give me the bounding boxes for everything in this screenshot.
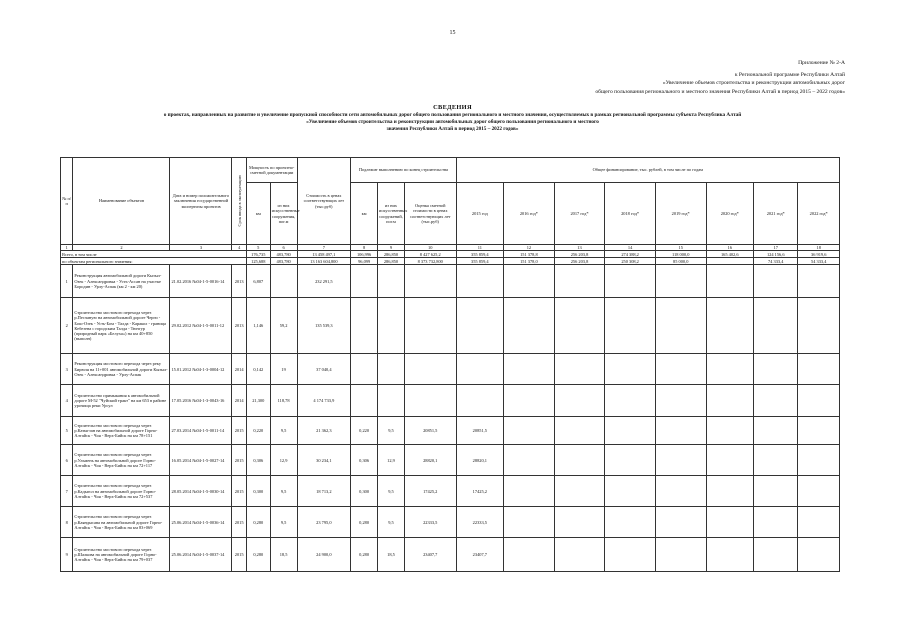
- totals-cell: 124 156,6: [754, 251, 798, 258]
- row-number: 3: [61, 354, 73, 385]
- header-est-cost: Оценка сметной стоимости в ценах соответствующих лет (тыс.руб): [404, 183, 456, 245]
- program-subtitle: [415, 71, 845, 96]
- table-row: [61, 417, 840, 445]
- header-artificial: из них искусственные сооружения, пог.м: [270, 183, 297, 245]
- year-funding: [798, 445, 840, 476]
- totals-cell: 74 333,4: [754, 258, 798, 265]
- capacity-artificial: 9,5: [270, 417, 297, 445]
- commission-term: 2015: [232, 476, 246, 507]
- remaining-artificial: 9,5: [378, 417, 405, 445]
- totals-cell: 151 378,8: [504, 251, 555, 258]
- year-funding: 17425,2: [456, 476, 504, 507]
- capacity-km: 6,807: [246, 265, 270, 298]
- year-funding: [554, 354, 605, 385]
- year-funding: [605, 445, 656, 476]
- totals-cell: [706, 258, 754, 265]
- annex-label: Приложение № 2-А: [798, 60, 845, 66]
- remaining-km: 0,280: [351, 538, 378, 572]
- object-name: Строительство мостового перехода через р.Каяндысава на автомобильной дороге Горно-Алтайск - Чоя - Верх-Бийск на км 83+069: [73, 507, 170, 538]
- index-cell: 9: [378, 245, 405, 251]
- estimated-cost: 28820,1: [404, 445, 456, 476]
- table-row: [61, 385, 840, 417]
- commission-term: 2013: [232, 298, 246, 354]
- expertise-date: 16.05.2014 №04-1-5-0027-14: [170, 445, 232, 476]
- project-cost: 4 174 733,9: [297, 385, 351, 417]
- year-funding: [554, 298, 605, 354]
- commission-term: 2014: [232, 385, 246, 417]
- year-funding: [504, 417, 555, 445]
- year-funding: [605, 417, 656, 445]
- totals-cell: 118 000,0: [655, 251, 706, 258]
- index-cell: 12: [504, 245, 555, 251]
- year-funding: 20851,5: [456, 417, 504, 445]
- project-cost: 24 900,0: [297, 538, 351, 572]
- totals-cell: 8 427 625,2: [404, 251, 456, 258]
- header-km: км: [246, 183, 270, 245]
- capacity-artificial: 9,5: [270, 476, 297, 507]
- table-row: [61, 298, 840, 354]
- row-number: 7: [61, 476, 73, 507]
- year-funding: [655, 298, 706, 354]
- year-funding: [605, 385, 656, 417]
- totals-cell: 483,780: [270, 258, 297, 265]
- object-name: Строительство мостового перехода через р.Катыгзан на автомобильной дороге Горно-Алтайск - Чоя - Верх-Бийск на км 78+151: [73, 417, 170, 445]
- object-name: Строительство примыкания к автомобильной дороге М-52 "Чуйский тракт" на км 653 в районе урочища реки Урсул: [73, 385, 170, 417]
- year-funding: 22333,5: [456, 507, 504, 538]
- row-number: 6: [61, 445, 73, 476]
- object-name: Строительство мостового перехода через р.Шалкова на автомобильной дороге Горно-Алтайск - Чоя - Верх-Бийск на км 79+037: [73, 538, 170, 572]
- capacity-artificial: 118,78: [270, 385, 297, 417]
- totals-label: Всего, в том числе: [61, 251, 247, 258]
- table-header: [61, 158, 840, 245]
- capacity-km: 0,306: [246, 445, 270, 476]
- commission-term: 2015: [232, 538, 246, 572]
- header-name: Наименование объектов: [73, 158, 170, 245]
- commission-term: 2014: [232, 354, 246, 385]
- capacity-km: 0,280: [246, 507, 270, 538]
- year-funding: [554, 265, 605, 298]
- header-term: [232, 158, 246, 245]
- totals-cell: 355 859,4: [456, 251, 504, 258]
- header-date: Дата и номер положительного заключения государственной экспертизы проектов: [170, 158, 232, 245]
- capacity-artificial: [270, 265, 297, 298]
- remaining-artificial: [378, 385, 405, 417]
- year-funding: [456, 385, 504, 417]
- totals-cell: 85 000,0: [655, 258, 706, 265]
- year-funding: [706, 265, 754, 298]
- object-name: Строительство мостового перехода через р.Кадыгол на автомобильной дороге Горно-Алтайск - Чоя - Верх-Бийск на км 72+537: [73, 476, 170, 507]
- year-funding: [504, 385, 555, 417]
- remaining-km: [351, 265, 378, 298]
- year-funding: [706, 354, 754, 385]
- header-done-group: Подлежит выполнению по конец строительства: [351, 158, 456, 183]
- year-funding: [754, 417, 798, 445]
- page-number: 15: [449, 30, 456, 36]
- year-funding: [798, 265, 840, 298]
- year-funding: 23407,7: [456, 538, 504, 572]
- totals-cell: 483,780: [270, 251, 297, 258]
- totals-cell: 8 373 732,800: [404, 258, 456, 265]
- row-number: 5: [61, 417, 73, 445]
- totals-cell: 151 378,0: [504, 258, 555, 265]
- table-row: [61, 354, 840, 385]
- remaining-km: 0,280: [351, 507, 378, 538]
- totals-cell: 256 203,8: [554, 258, 605, 265]
- capacity-km: 21,300: [246, 385, 270, 417]
- remaining-km: 0,300: [351, 476, 378, 507]
- project-cost: 135 539,3: [297, 298, 351, 354]
- subtitle-line: к Региональной программе Республики Алтай: [734, 72, 845, 78]
- index-cell: 5: [246, 245, 270, 251]
- index-cell: 4: [232, 245, 246, 251]
- index-cell: 16: [706, 245, 754, 251]
- year-funding: [605, 265, 656, 298]
- estimated-cost: 20851,5: [404, 417, 456, 445]
- year-funding: [754, 445, 798, 476]
- header-year: 2020 год*: [706, 183, 754, 245]
- estimated-cost: 17425,2: [404, 476, 456, 507]
- index-cell: 17: [754, 245, 798, 251]
- index-cell: 8: [351, 245, 378, 251]
- year-funding: [798, 476, 840, 507]
- description-line: о проектах, направленных на развитие и увеличение пропускной способности сети автомобильных дорог общего пользования регионального и местного значения, осуществляемых в рамках региональной программы субъекта Республика Алтай: [163, 112, 742, 118]
- year-funding: [754, 354, 798, 385]
- table-row: [61, 265, 840, 298]
- header-year: 2019 год*: [655, 183, 706, 245]
- subtitle-line: «Увеличение объемов строительства и реконструкции автомобильных дорог: [662, 80, 845, 87]
- expertise-date: 25.06.2014 №04-1-5-0036-14: [170, 507, 232, 538]
- year-funding: [798, 298, 840, 354]
- projects-table: [60, 157, 840, 572]
- year-funding: 28820,1: [456, 445, 504, 476]
- row-number: 1: [61, 265, 73, 298]
- year-funding: [706, 476, 754, 507]
- totals-cell: 286,850: [378, 251, 405, 258]
- project-cost: 37 040,4: [297, 354, 351, 385]
- index-cell: 10: [404, 245, 456, 251]
- capacity-artificial: 12,9: [270, 445, 297, 476]
- remaining-artificial: [378, 354, 405, 385]
- year-funding: [754, 265, 798, 298]
- index-cell: 18: [798, 245, 840, 251]
- totals-row: [61, 251, 840, 258]
- estimated-cost: [404, 265, 456, 298]
- description-line: «Увеличение объемов строительства и реконструкции автомобильных дорог общего пользования регионального и местного: [306, 119, 599, 126]
- totals-cell: 286,850: [378, 258, 405, 265]
- capacity-artificial: 18,5: [270, 538, 297, 572]
- year-funding: [605, 476, 656, 507]
- year-funding: [754, 507, 798, 538]
- remaining-km: 0,220: [351, 417, 378, 445]
- estimated-cost: [404, 354, 456, 385]
- header-year: 2017 год*: [554, 183, 605, 245]
- header-finance-group: Общее финансирование, тыс. рублей, в том числе по годам: [456, 158, 839, 183]
- year-funding: [754, 538, 798, 572]
- totals-cell: 125,688: [246, 258, 270, 265]
- header-cost: Стоимость в ценах соответствующих лет (тыс.руб): [297, 158, 351, 245]
- capacity-artificial: 19: [270, 354, 297, 385]
- remaining-km: [351, 354, 378, 385]
- year-funding: [605, 354, 656, 385]
- header-num: № п/п: [61, 158, 73, 245]
- table-row: [61, 476, 840, 507]
- estimated-cost: 22333,5: [404, 507, 456, 538]
- totals-cell: 250 308,2: [605, 258, 656, 265]
- year-funding: [605, 298, 656, 354]
- year-funding: [655, 538, 706, 572]
- year-funding: [706, 298, 754, 354]
- project-cost: 21 362,3: [297, 417, 351, 445]
- row-number: 2: [61, 298, 73, 354]
- year-funding: [798, 385, 840, 417]
- year-funding: [504, 538, 555, 572]
- remaining-artificial: [378, 265, 405, 298]
- totals-row: [61, 258, 840, 265]
- expertise-date: 15.01.2012 №04-1-3-0004-12: [170, 354, 232, 385]
- object-name: Реконструкция автомобильной дороги Кызыл-Озек - Александровка - Усть-Ассан на участке Бородин - Урлу-Аспак (км 2 - км 20): [73, 265, 170, 298]
- year-funding: [706, 507, 754, 538]
- totals-cell: 355 859,4: [456, 258, 504, 265]
- description-line: значения Республики Алтай в период 2015 – 2022 годов»: [386, 126, 519, 133]
- year-funding: [554, 476, 605, 507]
- index-cell: 13: [554, 245, 605, 251]
- index-cell: 2: [73, 245, 170, 251]
- totals-cell: 54 333,4: [798, 258, 840, 265]
- header-year: 2018 год*: [605, 183, 656, 245]
- expertise-date: 25.06.2014 №04-1-5-0037-14: [170, 538, 232, 572]
- totals-cell: 96,099: [351, 258, 378, 265]
- header-year: 2016 год*: [504, 183, 555, 245]
- totals-label: по объектам регионального значения:: [61, 258, 247, 265]
- year-funding: [655, 476, 706, 507]
- index-cell: 14: [605, 245, 656, 251]
- year-funding: [655, 265, 706, 298]
- index-cell: 15: [655, 245, 706, 251]
- totals-cell: 106,996: [351, 251, 378, 258]
- commission-term: 2013: [232, 265, 246, 298]
- index-cell: 11: [456, 245, 504, 251]
- totals-cell: 256 203,8: [554, 251, 605, 258]
- year-funding: [605, 538, 656, 572]
- row-number: 9: [61, 538, 73, 572]
- expertise-date: 27.03.2014 №04-1-5-0011-14: [170, 417, 232, 445]
- year-funding: [706, 445, 754, 476]
- commission-term: 2015: [232, 445, 246, 476]
- object-name: Строительство мостового перехода через р.Песчаную на автомобильной дороге Черги - Бош-Озек - Усть-Бом - Талда - Каракол - граница Кебезена с городским Талда - Тюнгур (природный парк «Белуха») на км 40+850 (выполн): [73, 298, 170, 354]
- year-funding: [655, 507, 706, 538]
- totals-cell: 36 919,6: [798, 251, 840, 258]
- year-funding: [605, 507, 656, 538]
- index-cell: 7: [297, 245, 351, 251]
- commission-term: 2015: [232, 417, 246, 445]
- capacity-km: 0,280: [246, 538, 270, 572]
- year-funding: [456, 354, 504, 385]
- index-cell: 3: [170, 245, 232, 251]
- table-row: [61, 538, 840, 572]
- object-name: Строительство мостового перехода через р.Ульмень на автомобильной дороге Горно-Алтайск - Чоя - Верх-Бийск на км 72+117: [73, 445, 170, 476]
- capacity-km: 0,300: [246, 476, 270, 507]
- table-row: [61, 507, 840, 538]
- totals-cell: 165 402,6: [706, 251, 754, 258]
- year-funding: [554, 385, 605, 417]
- remaining-artificial: 9,5: [378, 476, 405, 507]
- object-name: Реконструкция мостового перехода через реку Бирюля на 11+001 автомобильной дороги Кызыл-Озек - Александровка - Урлу-Аспак: [73, 354, 170, 385]
- year-funding: [456, 298, 504, 354]
- header-km2: км: [351, 183, 378, 245]
- remaining-artificial: 12,9: [378, 445, 405, 476]
- remaining-km: [351, 385, 378, 417]
- totals-cell: 176,735: [246, 251, 270, 258]
- subtitle-line: общего пользования регионального и местного значения Республики Алтай в период 2015 – 2022 годов»: [595, 88, 845, 95]
- project-cost: 18 713,2: [297, 476, 351, 507]
- year-funding: [655, 354, 706, 385]
- capacity-km: 0,220: [246, 417, 270, 445]
- document-description: [40, 112, 865, 134]
- year-funding: [655, 417, 706, 445]
- year-funding: [554, 538, 605, 572]
- header-year: 2022 год*: [798, 183, 840, 245]
- year-funding: [554, 507, 605, 538]
- totals-cell: 274 388,2: [605, 251, 656, 258]
- capacity-artificial: 9,5: [270, 507, 297, 538]
- year-funding: [754, 385, 798, 417]
- year-funding: [754, 476, 798, 507]
- row-number: 4: [61, 385, 73, 417]
- remaining-km: 0,306: [351, 445, 378, 476]
- year-funding: [706, 385, 754, 417]
- totals-cell: 13 458 497,1: [297, 251, 351, 258]
- header-artificial2: из них искусственных сооружений, пог.м: [378, 183, 405, 245]
- year-funding: [798, 417, 840, 445]
- year-funding: [504, 476, 555, 507]
- project-cost: 30 234,1: [297, 445, 351, 476]
- remaining-artificial: [378, 298, 405, 354]
- table-body: [61, 245, 840, 572]
- capacity-artificial: 59,2: [270, 298, 297, 354]
- year-funding: [706, 538, 754, 572]
- totals-cell: 13 163 604,800: [297, 258, 351, 265]
- header-capacity-group: Мощность по проектно-сметной документации: [246, 158, 297, 183]
- document-title: СВЕДЕНИЯ: [433, 104, 472, 111]
- capacity-km: 0,142: [246, 354, 270, 385]
- year-funding: [504, 298, 555, 354]
- year-funding: [504, 354, 555, 385]
- year-funding: [798, 507, 840, 538]
- row-number: 8: [61, 507, 73, 538]
- year-funding: [504, 445, 555, 476]
- table-row: [61, 445, 840, 476]
- year-funding: [706, 417, 754, 445]
- estimated-cost: [404, 385, 456, 417]
- year-funding: [554, 445, 605, 476]
- project-cost: 23 795,0: [297, 507, 351, 538]
- year-funding: [456, 265, 504, 298]
- year-funding: [655, 385, 706, 417]
- expertise-date: 29.02.2012 №04-1-5-0011-12: [170, 298, 232, 354]
- remaining-artificial: 18,5: [378, 538, 405, 572]
- year-funding: [754, 298, 798, 354]
- year-funding: [504, 507, 555, 538]
- header-year: 2021 год*: [754, 183, 798, 245]
- estimated-cost: 23407,7: [404, 538, 456, 572]
- year-funding: [504, 265, 555, 298]
- year-funding: [798, 538, 840, 572]
- expertise-date: 21.02.2016 №04-1-5-0016-14: [170, 265, 232, 298]
- expertise-date: 28.05.2014 №04-1-5-0030-14: [170, 476, 232, 507]
- year-funding: [655, 445, 706, 476]
- expertise-date: 17.05.2016 №04-1-3-0043-16: [170, 385, 232, 417]
- index-cell: 1: [61, 245, 73, 251]
- remaining-km: [351, 298, 378, 354]
- capacity-km: 1,146: [246, 298, 270, 354]
- commission-term: 2015: [232, 507, 246, 538]
- header-term-text: Срок ввода в эксплуатацию: [236, 174, 242, 227]
- year-funding: [554, 417, 605, 445]
- year-funding: [798, 354, 840, 385]
- estimated-cost: [404, 298, 456, 354]
- header-year: 2015 год: [456, 183, 504, 245]
- project-cost: 232 291,5: [297, 265, 351, 298]
- index-cell: 6: [270, 245, 297, 251]
- remaining-artificial: 9,5: [378, 507, 405, 538]
